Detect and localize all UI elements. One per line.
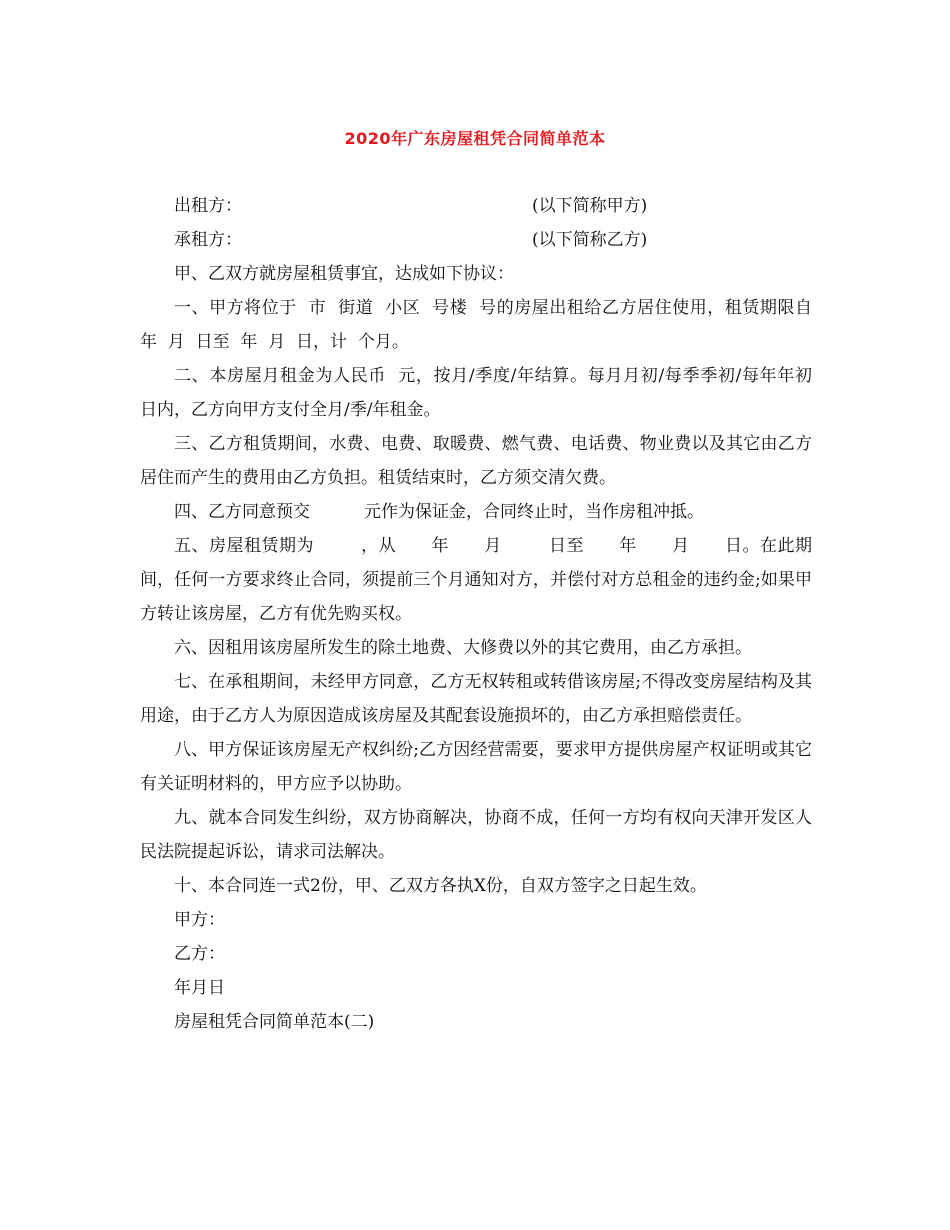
- clause-1: 一、甲方将位于 市 街道 小区 号楼 号的房屋出租给乙方居住使用，租赁期限自 年 月 日至 年 月 日，计 个月。: [140, 298, 823, 352]
- document-body: [140, 189, 823, 1039]
- signature-party-b: 乙方：: [174, 944, 225, 964]
- document-title: 2020年广东房屋租凭合同简单范本: [344, 129, 606, 148]
- clause-2: 二、本房屋月租金为人民币 元，按月/季度/年结算。每月月初/每季季初/每年年初 日内，乙方向甲方支付全月/季/年租金。: [140, 366, 823, 420]
- clause-6: 六、因租用该房屋所发生的除土地费、大修费以外的其它费用，由乙方承担。: [174, 638, 752, 658]
- signature-date: 年月日: [174, 978, 225, 998]
- agreement-intro: 甲、乙双方就房屋租赁事宜，达成如下协议：: [174, 264, 514, 284]
- lessor-note: (以下简称甲方): [532, 196, 648, 216]
- clause-10: 十、本合同连一式2份，甲、乙双方各执X份，自双方签字之日起生效。: [174, 876, 707, 896]
- clause-4: 四、乙方同意预交 元作为保证金，合同终止时，当作房租冲抵。: [174, 502, 705, 522]
- party-lessee-row: [140, 223, 812, 257]
- lessee-label: 承租方：: [174, 230, 242, 250]
- next-section-heading: 房屋租凭合同简单范本(二): [174, 1012, 375, 1032]
- clause-8: 八、甲方保证该房屋无产权纠纷;乙方因经营需要，要求甲方提供房屋产权证明或其它有关证明材料的，甲方应予以协助。: [140, 740, 812, 794]
- signature-party-a: 甲方：: [174, 910, 225, 930]
- clause-7: 七、在承租期间，未经甲方同意，乙方无权转租或转借该房屋;不得改变房屋结构及其用途，由于乙方人为原因造成该房屋及其配套设施损坏的，由乙方承担赔偿责任。: [140, 672, 812, 726]
- clause-9: 九、就本合同发生纠纷，双方协商解决，协商不成，任何一方均有权向天津开发区人民法院提起诉讼，请求司法解决。: [140, 808, 812, 862]
- lessee-note: (以下简称乙方): [532, 230, 648, 250]
- clause-5: 五、房屋租赁期为 ，从 年 月 日至 年 月 日。在此期间，任何一方要求终止合同，须提前三个月通知对方，并偿付对方总租金的违约金;如果甲方转让该房屋，乙方有优先购买权。: [140, 536, 812, 624]
- party-lessor-row: [140, 189, 812, 223]
- clause-3: 三、乙方租赁期间，水费、电费、取暖费、燃气费、电话费、物业费以及其它由乙方居住而产生的费用由乙方负担。租赁结束时，乙方须交清欠费。: [140, 434, 812, 488]
- lessor-label: 出租方：: [174, 196, 242, 216]
